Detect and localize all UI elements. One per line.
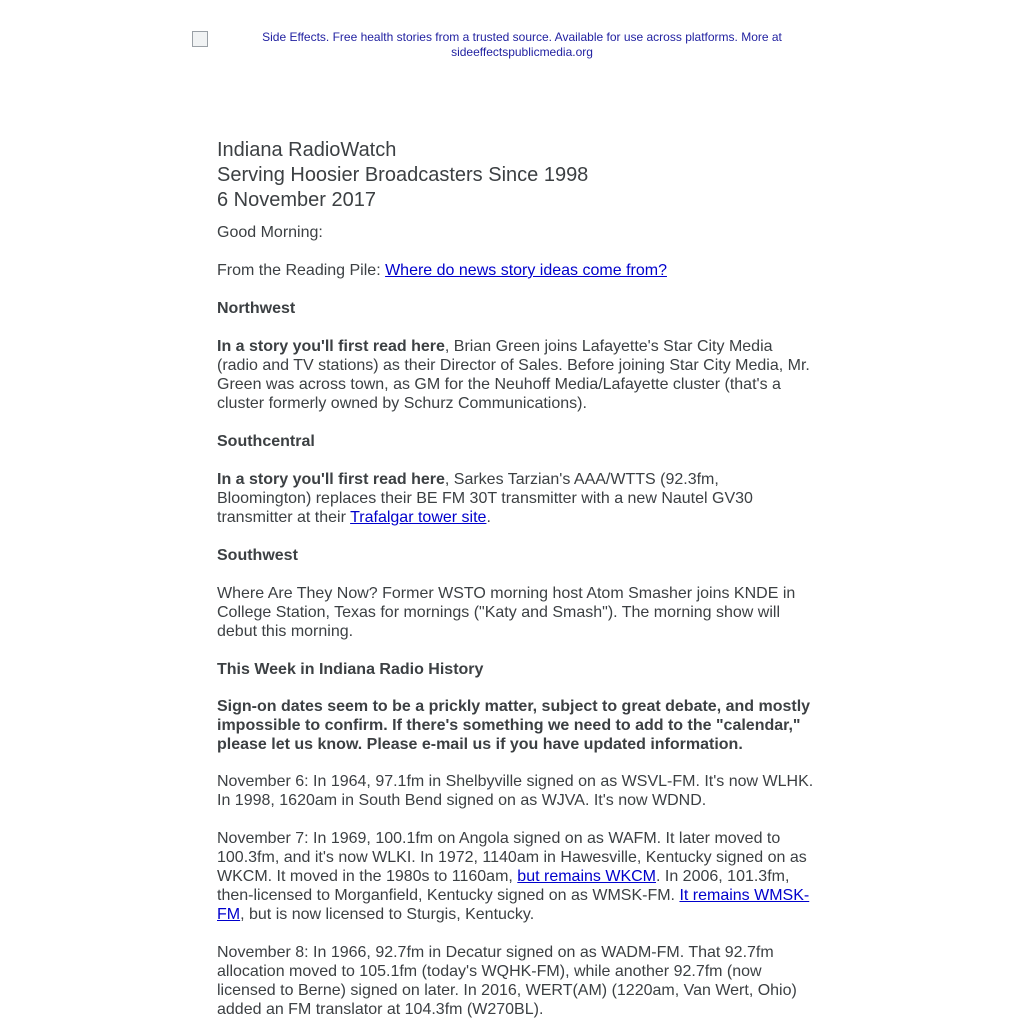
reading-pile <box>217 261 817 280</box>
southcentral-lead: In a story you'll first read here <box>217 471 445 488</box>
newsletter-header <box>217 138 817 213</box>
nov7-part2: . In 2006, 101.3fm, then-licensed to Morganfield, Kentucky signed on as WMSK-FM. <box>217 868 790 904</box>
banner-line-2[interactable]: sideeffectspublicmedia.org <box>451 45 593 59</box>
southcentral-body: , Sarkes Tarzian's AAA/WTTS (92.3fm, Bloomington) replaces their BE FM 30T transmitter with a new Nautel GV30 transmitter at their <box>217 471 753 526</box>
section-heading-southcentral: Southcentral <box>217 433 315 450</box>
nov7-part3: , but is now licensed to Sturgis, Kentucky. <box>240 906 535 923</box>
southwest-story: Where Are They Now? Former WSTO morning host Atom Smasher joins KNDE in College Station, Texas for mornings ("Katy and Smash"). The morning show will debut this morning. <box>217 585 796 640</box>
wkcm-link[interactable]: but remains WKCM <box>517 868 656 885</box>
banner-line-1[interactable]: Side Effects. Free health stories from a trusted source. Available for use across platforms. More at <box>262 30 782 44</box>
reading-pile-prefix: From the Reading Pile: <box>217 262 386 279</box>
history-nov8: November 8: In 1966, 92.7fm in Decatur signed on as WADM-FM. That 92.7fm allocation moved to 105.1fm (today's WQHK-FM), while another 92.7fm (now licensed to Berne) signed on later. In 2016, WERT(AM) (1220am, Van Wert, Ohio) added an FM translator at 104.3fm (W270BL). <box>217 944 797 1018</box>
newsletter-date: 6 November 2017 <box>217 189 376 211</box>
northwest-body: , Brian Green joins Lafayette's Star City Media (radio and TV stations) as their Director of Sales. Before joining Star City Media, Mr. Green was across town, as GM for the Neuhoff Media/Lafayette cluster (that's a cluster formerly owned by Schurz Communications). <box>217 338 810 412</box>
reading-pile-link[interactable]: Where do news story ideas come from? <box>385 262 667 279</box>
wmsk-fm-link[interactable]: It remains WMSK-FM <box>217 887 810 923</box>
history-nov7 <box>217 829 817 924</box>
northwest-lead: In a story you'll first read here <box>217 338 445 355</box>
broken-image-icon <box>192 31 208 47</box>
greeting: Good Morning: <box>217 224 323 241</box>
nov7-part1: November 7: In 1969, 100.1fm on Angola signed on as WAFM. It later moved to 100.3fm, and it's now WLKI. In 1972, 1140am in Hawesville, Kentucky signed on as WKCM. It moved in the 1980s to 1160am, <box>217 830 807 885</box>
newsletter-body <box>217 138 817 1024</box>
southcentral-end: . <box>486 509 491 526</box>
sponsor-banner[interactable] <box>192 30 832 60</box>
section-heading-northwest: Northwest <box>217 300 296 317</box>
history-nov6: November 6: In 1964, 97.1fm in Shelbyville signed on as WSVL-FM. It's now WLHK. In 1998, 1620am in South Bend signed on as WJVA. It's now WDND. <box>217 773 814 809</box>
section-heading-southwest: Southwest <box>217 547 298 564</box>
history-disclaimer: Sign-on dates seem to be a prickly matter, subject to great debate, and mostly impossible to confirm. If there's something we need to add to the "calendar," please let us know. Please e-mail us if you have updated information. <box>217 698 811 753</box>
newsletter-subtitle: Serving Hoosier Broadcasters Since 1998 <box>217 164 589 186</box>
trafalgar-tower-link[interactable]: Trafalgar tower site <box>350 509 487 526</box>
southcentral-story <box>217 470 817 527</box>
newsletter-title: Indiana RadioWatch <box>217 139 397 161</box>
section-heading-history: This Week in Indiana Radio History <box>217 661 484 678</box>
sponsor-banner-text[interactable] <box>208 30 832 60</box>
northwest-story <box>217 337 817 413</box>
